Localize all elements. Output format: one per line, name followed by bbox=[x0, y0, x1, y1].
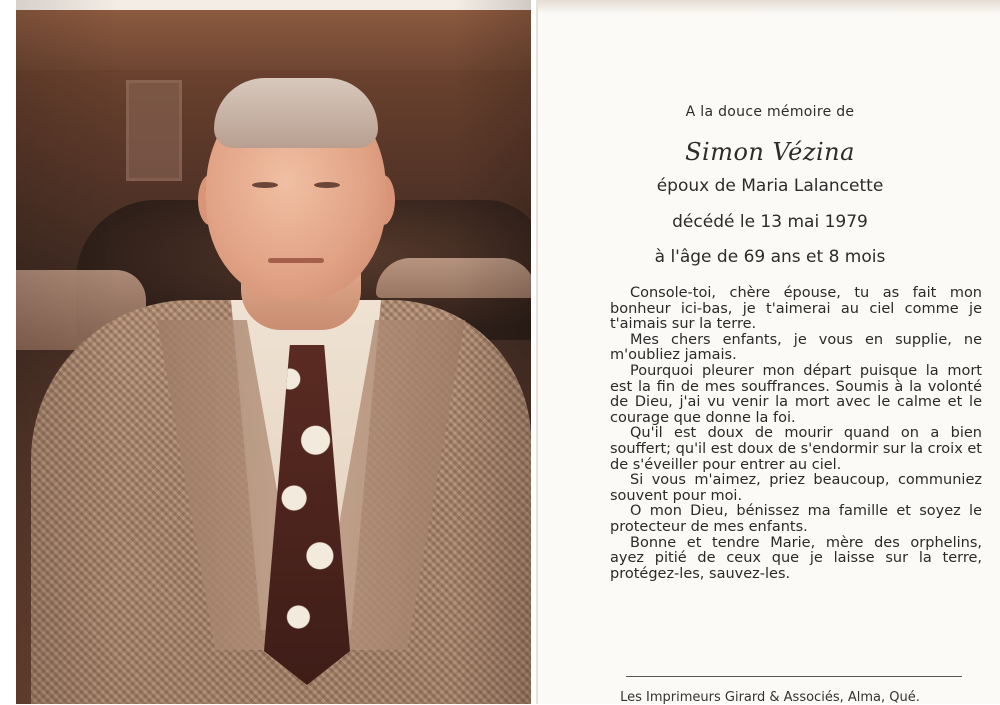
memorial-intro: A la douce mémoire de bbox=[685, 104, 855, 120]
paragraph: Mes chers enfants, je vous en supplie, ne m'oubliez jamais. bbox=[610, 331, 982, 364]
portrait-photo bbox=[16, 0, 531, 704]
paragraph: Si vous m'aimez, priez beaucoup, communiez souvent pour moi. bbox=[610, 472, 982, 504]
death-date: décédé le 13 mai 1979 bbox=[672, 212, 868, 232]
memorial-text bbox=[610, 286, 982, 582]
age-at-death: à l'âge de 69 ans et 8 mois bbox=[654, 247, 886, 267]
memorial-card bbox=[536, 0, 1000, 704]
card-top-edge bbox=[538, 0, 1000, 14]
paragraph: O mon Dieu, bénissez ma famille et soyez le protecteur de mes enfants. bbox=[610, 503, 982, 535]
paragraph: Bonne et tendre Marie, mère des orphelins, ayez pitié de ceux que je laisse sur la terre, protégez-les, sauvez-les. bbox=[610, 534, 982, 582]
divider-rule bbox=[626, 676, 962, 677]
paragraph: Qu'il est doux de mourir quand on a bien souffert; qu'il est doux de s'endormir sur la croix et de s'éveiller pour entrer au ciel. bbox=[610, 425, 982, 473]
paragraph: Pourquoi pleurer mon départ puisque la mort est la fin de mes souffrances. Soumis à la volonté de Dieu, j'ai vu venir la mort avec le calme et le courage que donne la foi. bbox=[610, 362, 982, 426]
photo-vignette bbox=[16, 0, 531, 704]
spouse-line: époux de Maria Lalancette bbox=[656, 176, 884, 196]
deceased-name: Simon Vézina bbox=[685, 138, 855, 166]
printer-imprint: Les Imprimeurs Girard & Associés, Alma, Qué. bbox=[620, 690, 920, 705]
paragraph: Console-toi, chère épouse, tu as fait mon bonheur ici-bas, je t'aimerai au ciel comme je t'aimais sur la terre. bbox=[610, 285, 982, 333]
